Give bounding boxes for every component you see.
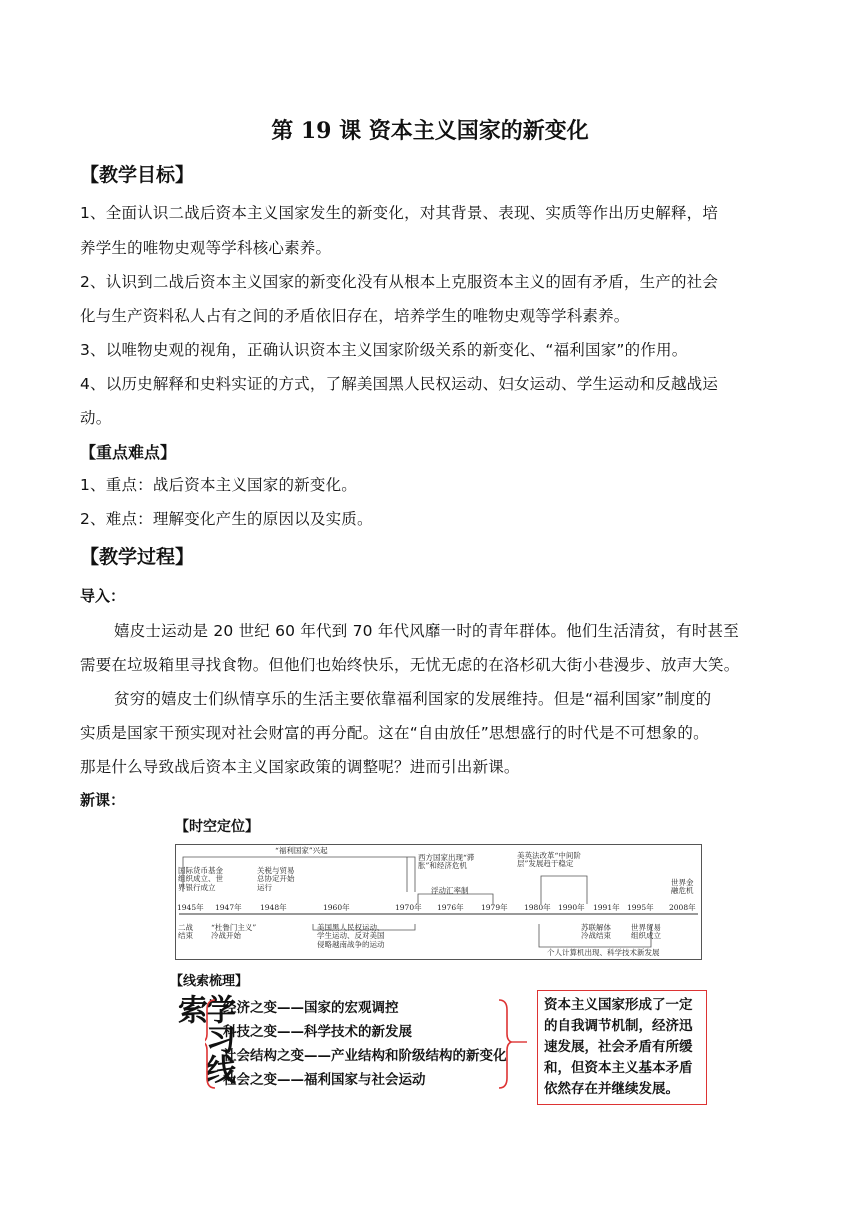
year-label: 1947年 [215, 903, 242, 912]
note-truman: “杜鲁门主义” 冷战开始 [211, 923, 257, 941]
intro-line: 贫穷的嬉皮士们纵情享乐的生活主要依靠福利国家的发展维持。但是“福利国家”制度的 [114, 690, 712, 708]
note-crisis: 世界金 融危机 [671, 878, 694, 896]
year-label: 1970年 [395, 903, 422, 912]
key-heading: 【重点难点】 [80, 443, 177, 462]
note-float: 浮动汇率制 [431, 886, 469, 895]
reform-bracket [541, 876, 587, 904]
note-gatt: 关税与贸易 总协定开始 运行 [257, 866, 295, 892]
year-label: 1995年 [627, 903, 654, 912]
clue-tag: 【线索梳理】 [170, 974, 249, 989]
year-label: 2008年 [669, 903, 696, 912]
intro-line: 那是什么导致战后资本主义国家政策的调整呢？进而引出新课。 [80, 758, 520, 776]
note-civil: 美国黑人民权运动、 学生运动、反对美国 侵略越南战争的运动 [317, 923, 385, 949]
note-ussr: 苏联解体 冷战结束 [581, 923, 611, 941]
intro-line: 需要在垃圾箱里寻找食物。但他们也始终快乐，无忧无虑的在洛杉矶大街小巷漫步、放声大笑。 [80, 656, 740, 674]
process-heading: 【教学过程】 [80, 546, 195, 568]
year-label: 1960年 [323, 903, 350, 912]
note-ww2: 二战 结束 [178, 923, 193, 941]
intro-line: 实质是国家干预实现对社会财富的再分配。这在“自由放任”思想盛行的时代是不可想象的。 [80, 724, 709, 742]
intro-line: 嬉皮士运动是 20 世纪 60 年代到 70 年代风靡一时的青年群体。他们生活清贫，有时甚至 [114, 622, 739, 640]
conclusion-box: 资本主义国家形成了一定的自我调节机制，经济迅速发展，社会矛盾有所缓和，但资本主义基本矛盾依然存在并继续发展。 [537, 990, 707, 1105]
note-stagflation: 西方国家出现“滞 胀”和经济危机 [418, 853, 475, 871]
note-imf: 国际货币基金 组织成立、世 界银行成立 [178, 866, 223, 892]
note-wto: 世界贸易 组织成立 [631, 923, 661, 941]
study-clue-title: 学习线索 [172, 994, 235, 1084]
goal-line: 2、认识到二战后资本主义国家的新变化没有从根本上克服资本主义的固有矛盾，生产的社会 [80, 273, 719, 291]
goal-line: 1、全面认识二战后资本主义国家发生的新变化，对其背景、表现、实质等作出历史解释，培 [80, 204, 719, 222]
year-label: 1980年 [524, 903, 551, 912]
clue-line: 社会之变——福利国家与社会运动 [223, 1072, 426, 1088]
goal-line: 化与生产资料私人占有之间的矛盾依旧存在，培养学生的唯物史观等学科素养。 [80, 307, 630, 325]
goal-line: 养学生的唯物史观等学科核心素养。 [80, 239, 332, 257]
note-reform: 美英法改革“中间阶 层”发展趋于稳定 [517, 851, 581, 869]
goals-heading: 【教学目标】 [80, 164, 195, 186]
clue-line: 科技之变——科学技术的新发展 [223, 1024, 412, 1040]
year-label: 1945年 [177, 903, 204, 912]
key-line: 1、重点：战后资本主义国家的新变化。 [80, 476, 357, 494]
year-label: 1991年 [593, 903, 620, 912]
goal-line: 动。 [80, 409, 112, 427]
clue-line: 社会结构之变——产业结构和阶级结构的新变化 [223, 1048, 507, 1064]
goal-line: 4、以历史解释和史料实证的方式，了解美国黑人民权运动、妇女运动、学生运动和反越战运 [80, 375, 719, 393]
year-label: 1990年 [558, 903, 585, 912]
goal-line: 3、以唯物史观的视角，正确认识资本主义国家阶级关系的新变化、“福利国家”的作用。 [80, 341, 688, 359]
clue-line: 经济之变——国家的宏观调控 [223, 1000, 399, 1016]
note-welfare: “福利国家”兴起 [275, 846, 328, 855]
key-line: 2、难点：理解变化产生的原因以及实质。 [80, 510, 373, 528]
year-label: 1976年 [437, 903, 464, 912]
year-label: 1948年 [260, 903, 287, 912]
note-pc: 个人计算机出现、科学技术新发展 [547, 948, 660, 957]
lesson-figure [170, 814, 705, 1104]
year-label: 1979年 [481, 903, 508, 912]
intro-label: 导入： [80, 587, 126, 605]
newlesson-label: 新课： [80, 791, 126, 809]
page-title: 第 19 课 资本主义国家的新变化 [271, 118, 589, 144]
timeline-tag: 【时空定位】 [175, 819, 259, 835]
